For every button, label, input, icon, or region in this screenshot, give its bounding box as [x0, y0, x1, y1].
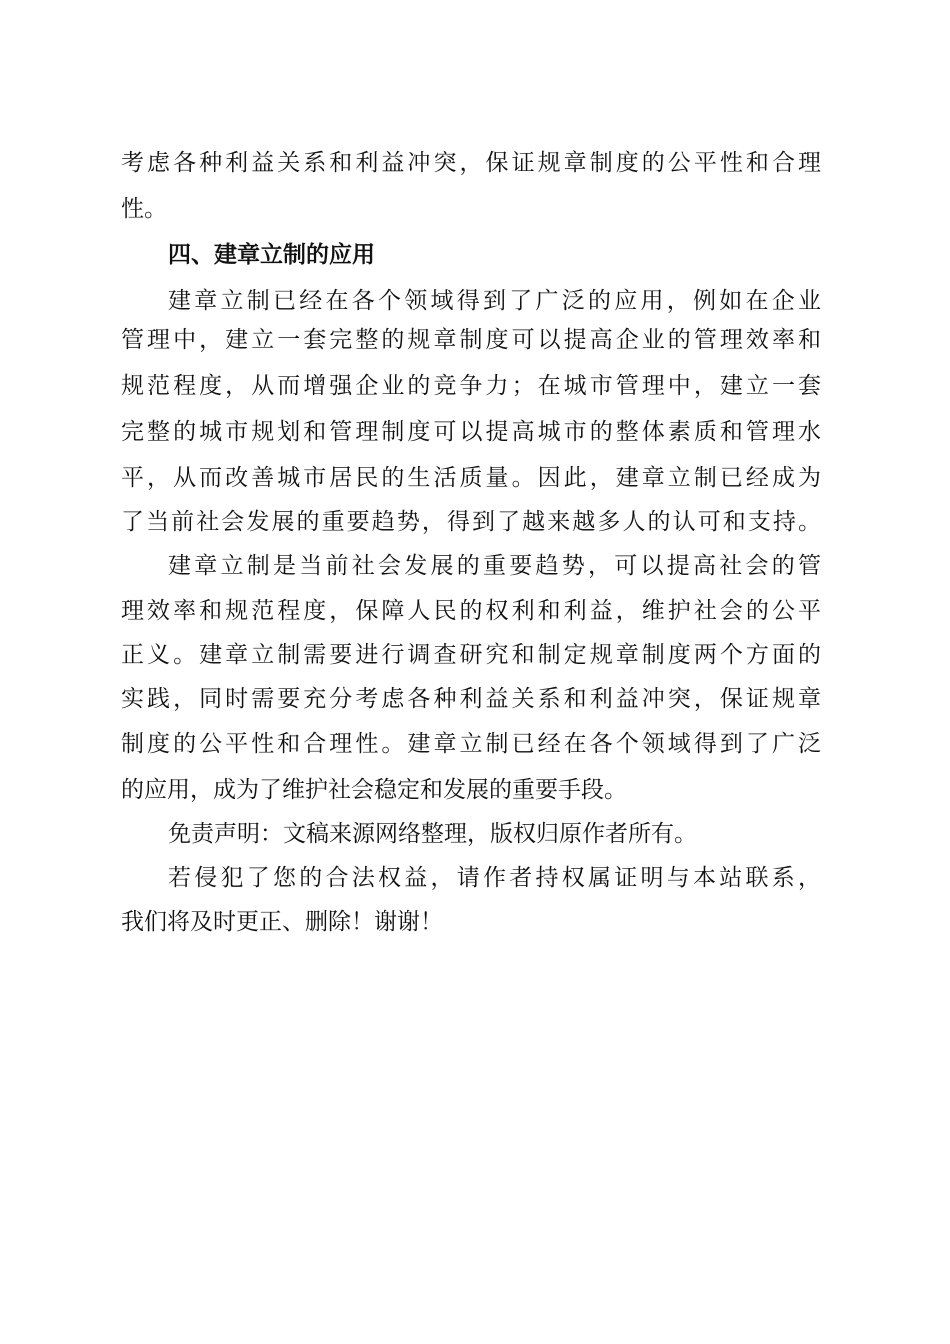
paragraph2-line-1: 建章立制是当前社会发展的重要趋势，可以提高社会的管: [168, 553, 821, 579]
paragraph1-line-2: 管理中，建立一套完整的规章制度可以提高企业的管理效率和: [121, 327, 821, 353]
section-heading: 四、建章立制的应用: [168, 242, 375, 268]
disclaimer-line-2: 若侵犯了您的合法权益，请作者持权属证明与本站联系，: [168, 865, 821, 891]
paragraph1-line-4: 完整的城市规划和管理制度可以提高城市的整体素质和管理水: [121, 419, 821, 445]
paragraph1-line-3: 规范程度，从而增强企业的竞争力；在城市管理中，建立一套: [121, 373, 821, 399]
paragraph2-line-5: 制度的公平性和合理性。建章立制已经在各个领域得到了广泛: [121, 731, 821, 757]
continuation-line-2: 性。: [121, 196, 167, 222]
continuation-line-1: 考虑各种利益关系和利益冲突，保证规章制度的公平性和合理: [121, 150, 821, 176]
disclaimer-line-1: 免责声明：文稿来源网络整理，版权归原作者所有。: [168, 821, 697, 847]
paragraph1-line-5: 平，从而改善城市居民的生活质量。因此，建章立制已经成为: [121, 465, 821, 491]
disclaimer-line-3: 我们将及时更正、删除！谢谢！: [121, 909, 443, 935]
paragraph2-line-6: 的应用，成为了维护社会稳定和发展的重要手段。: [121, 777, 627, 803]
paragraph2-line-2: 理效率和规范程度，保障人民的权利和利益，维护社会的公平: [121, 598, 821, 624]
paragraph2-line-3: 正义。建章立制需要进行调查研究和制定规章制度两个方面的: [121, 642, 821, 668]
paragraph2-line-4: 实践，同时需要充分考虑各种利益关系和利益冲突，保证规章: [121, 686, 821, 712]
paragraph1-line-6: 了当前社会发展的重要趋势，得到了越来越多人的认可和支持。: [121, 509, 821, 535]
paragraph1-line-1: 建章立制已经在各个领域得到了广泛的应用，例如在企业: [168, 288, 821, 314]
